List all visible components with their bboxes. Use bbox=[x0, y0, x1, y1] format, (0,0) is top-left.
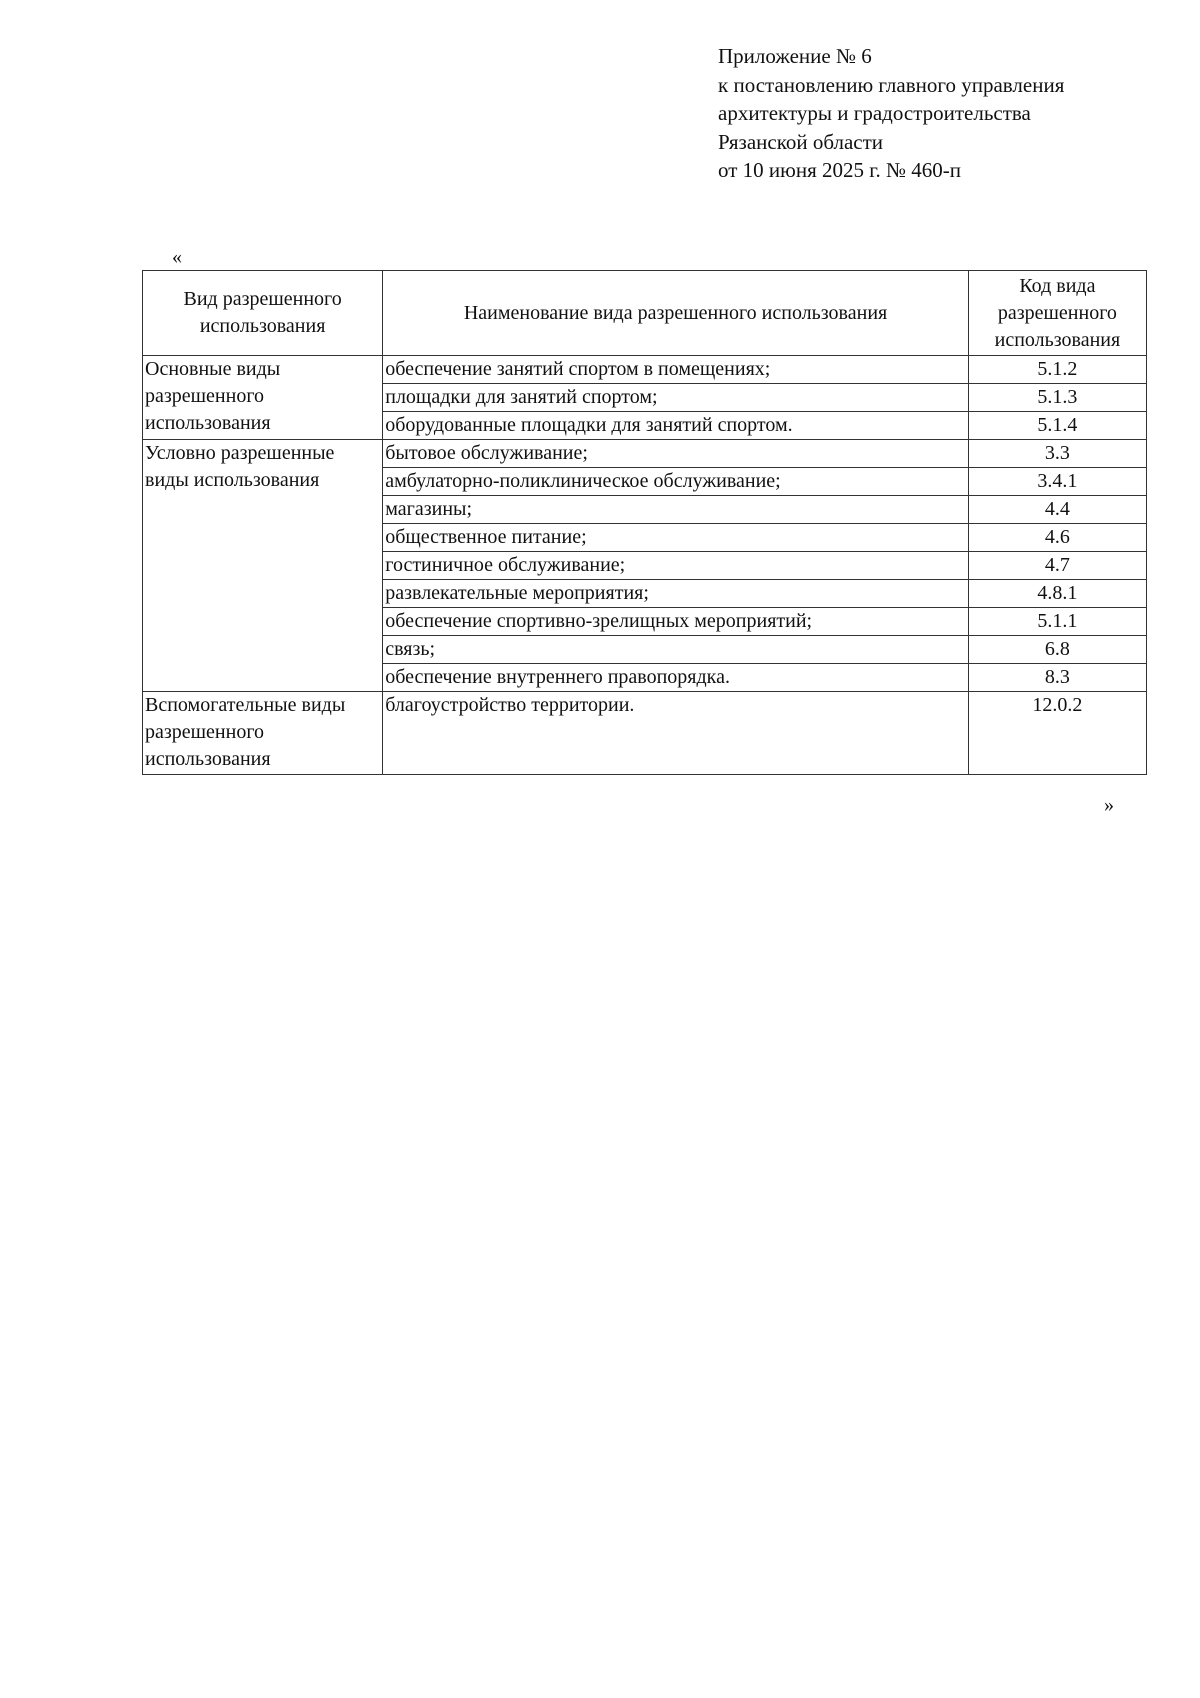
appendix-ref-line-3: Рязанской области bbox=[718, 129, 884, 154]
group-label-auxiliary: Вспомогательные виды разрешенного использования bbox=[143, 692, 383, 775]
closing-quote: » bbox=[1104, 794, 1114, 816]
appendix-title: Приложение № 6 bbox=[718, 44, 872, 68]
use-name: амбулаторно-поликлиническое обслуживание; bbox=[383, 468, 969, 496]
land-use-table bbox=[142, 270, 1147, 775]
table-row bbox=[143, 356, 1147, 384]
table-row bbox=[143, 692, 1147, 775]
use-name: общественное питание; bbox=[383, 524, 969, 552]
use-code: 3.3 bbox=[968, 440, 1146, 468]
use-name: развлекательные мероприятия; bbox=[383, 580, 969, 608]
group-label-conditional: Условно разрешенные виды использования bbox=[143, 440, 383, 692]
header-code: Код вида разрешенного использования bbox=[968, 271, 1146, 356]
appendix-date-number: от 10 июня 2025 г. № 460-п bbox=[718, 158, 961, 182]
use-name: обеспечение внутреннего правопорядка. bbox=[383, 664, 969, 692]
use-code: 4.4 bbox=[968, 496, 1146, 524]
use-name: обеспечение занятий спортом в помещениях; bbox=[383, 356, 969, 384]
use-name: связь; bbox=[383, 636, 969, 664]
use-name: благоустройство территории. bbox=[383, 692, 969, 775]
use-code: 12.0.2 bbox=[968, 692, 1146, 775]
use-name: обеспечение спортивно-зрелищных мероприятий; bbox=[383, 608, 969, 636]
use-code: 8.3 bbox=[968, 664, 1146, 692]
header-type: Вид разрешенного использования bbox=[143, 271, 383, 356]
opening-quote: « bbox=[172, 246, 182, 268]
use-name: площадки для занятий спортом; bbox=[383, 384, 969, 412]
header-name: Наименование вида разрешенного использования bbox=[383, 271, 969, 356]
use-code: 6.8 bbox=[968, 636, 1146, 664]
use-name: магазины; bbox=[383, 496, 969, 524]
use-code: 4.8.1 bbox=[968, 580, 1146, 608]
use-name: бытовое обслуживание; bbox=[383, 440, 969, 468]
use-name: гостиничное обслуживание; bbox=[383, 552, 969, 580]
table-row bbox=[143, 440, 1147, 468]
use-code: 5.1.4 bbox=[968, 412, 1146, 440]
appendix-header bbox=[718, 42, 1064, 185]
appendix-ref-line-2: архитектуры и градостроительства bbox=[718, 101, 1031, 125]
use-code: 5.1.2 bbox=[968, 356, 1146, 384]
use-code: 4.6 bbox=[968, 524, 1146, 552]
use-code: 3.4.1 bbox=[968, 468, 1146, 496]
use-name: оборудованные площадки для занятий спортом. bbox=[383, 412, 969, 440]
use-code: 4.7 bbox=[968, 552, 1146, 580]
use-code: 5.1.1 bbox=[968, 608, 1146, 636]
table-header-row bbox=[143, 271, 1147, 356]
appendix-ref-line-1: к постановлению главного управления bbox=[718, 72, 1065, 97]
group-label-main: Основные виды разрешенного использования bbox=[143, 356, 383, 440]
use-code: 5.1.3 bbox=[968, 384, 1146, 412]
